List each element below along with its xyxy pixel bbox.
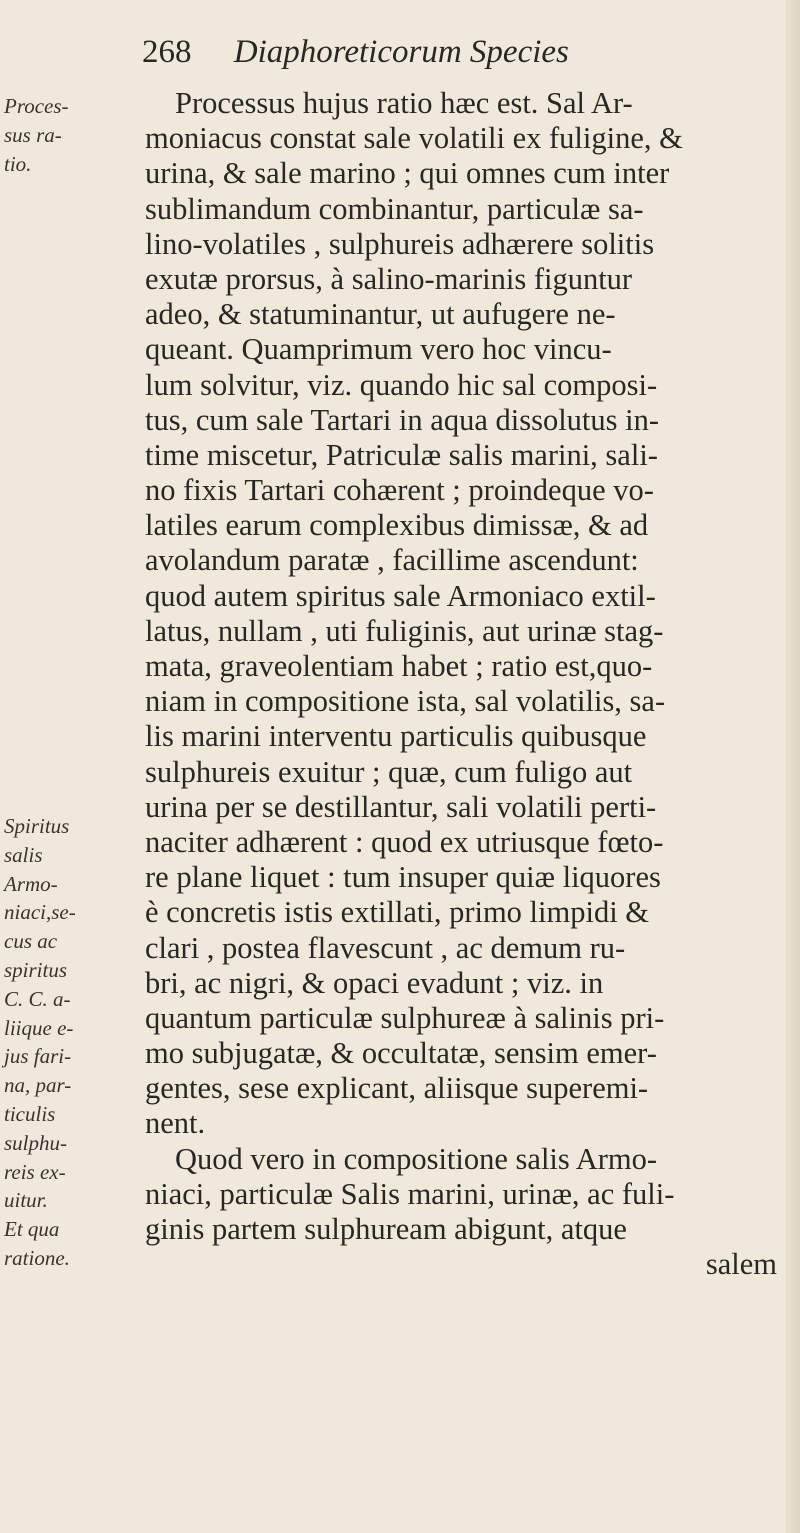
text-line: latus, nullam , uti fuliginis, aut urinæ stag- <box>145 613 664 648</box>
margin-note-line: Proces- <box>4 94 69 118</box>
margin-note-line: sulphu- <box>4 1130 67 1155</box>
margin-note-spiritus <box>4 812 76 1273</box>
margin-note-line: spiritus <box>4 957 68 982</box>
text-line: mata, graveolentiam habet ; ratio est,quo- <box>145 649 653 683</box>
text-line: niam in compositione ista, sal volatilis, sa- <box>145 684 666 719</box>
page-header <box>142 34 569 71</box>
page-number: 268 <box>142 34 192 70</box>
margin-note-line: na, par- <box>4 1073 72 1098</box>
page-gutter <box>786 0 800 1533</box>
text-line: queant. Quamprimum vero hoc vincu- <box>145 332 612 367</box>
margin-note-line: Et qua <box>4 1217 60 1242</box>
margin-note-line: salis <box>4 842 43 867</box>
margin-note-line: cus ac <box>4 929 58 954</box>
text-line: clari , postea flavescunt , ac demum ru- <box>145 930 626 965</box>
text-line: lis marini interventu particulis quibusque <box>145 719 647 754</box>
margin-note-line: C. C. a- <box>4 986 71 1011</box>
text-line: Processus hujus ratio hæc est. Sal Ar- <box>175 86 633 120</box>
margin-note-line: sus ra- <box>4 122 62 147</box>
text-line: sulphureis exuitur ; quæ, cum fuligo aut <box>145 754 633 789</box>
margin-note-line: ticulis <box>4 1101 56 1126</box>
margin-note-line: tio. <box>4 151 32 176</box>
text-line: latiles earum complexibus dimissæ, & ad <box>145 508 649 543</box>
margin-note-line: Armo- <box>4 871 58 896</box>
text-line: moniacus constat sale volatili ex fuligine, & <box>145 121 683 156</box>
text-line: sublimandum combinantur, particulæ sa- <box>145 191 644 226</box>
text-line: naciter adhærent : quod ex utriusque fœto- <box>145 824 664 859</box>
margin-note-processus <box>4 92 69 178</box>
margin-note-line: ratione. <box>4 1245 70 1270</box>
margin-note-line: Spiritus <box>4 814 70 838</box>
text-line: mo subjugatæ, & occultatæ, sensim emer- <box>145 1036 657 1071</box>
text-line: time miscetur, Patriculæ salis marini, sali- <box>145 437 658 472</box>
text-line: exutæ prorsus, à salino-marinis figuntur <box>145 261 633 296</box>
margin-note-line: uitur. <box>4 1188 48 1213</box>
text-line: urina per se destillantur, sali volatili perti- <box>145 789 657 824</box>
text-line: gentes, sese explicant, aliisque superemi- <box>145 1071 649 1106</box>
text-line: tus, cum sale Tartari in aqua dissolutus in- <box>145 402 660 437</box>
text-line: no fixis Tartari cohærent ; proindeque vo- <box>145 473 654 508</box>
text-line: adeo, & statuminantur, ut aufugere ne- <box>145 297 616 332</box>
text-line: è concretis istis extillati, primo limpidi & <box>145 895 650 930</box>
text-line: quantum particulæ sulphureæ à salinis pri- <box>145 1000 665 1035</box>
text-line: niaci, particulæ Salis marini, urinæ, ac fuli- <box>145 1176 675 1211</box>
margin-note-line: niaci,se- <box>4 900 76 925</box>
running-title: Diaphoreticorum Species <box>233 34 569 70</box>
text-line: re plane liquet : tum insuper quiæ liquores <box>145 860 661 895</box>
text-line: nent. <box>145 1106 206 1141</box>
text-line: lum solvitur, viz. quando hic sal composi- <box>145 367 658 402</box>
margin-note-line: jus fari- <box>4 1044 72 1069</box>
text-line: quod autem spiritus sale Armoniaco extil- <box>145 578 656 613</box>
text-line: Quod vero in compositione salis Armo- <box>175 1141 658 1176</box>
text-line: urina, & sale marino ; qui omnes cum inter <box>145 156 670 191</box>
margin-note-line: liique e- <box>4 1015 74 1040</box>
text-line: lino-volatiles , sulphureis adhærere solitis <box>145 226 655 261</box>
body-text <box>145 86 785 1282</box>
text-line: bri, ac nigri, & opaci evadunt ; viz. in <box>145 965 604 1000</box>
catchword: salem <box>705 1247 777 1282</box>
text-line: avolandum paratæ , facillime ascendunt: <box>145 543 639 578</box>
text-line: ginis partem sulphuream abigunt, atque <box>145 1212 627 1246</box>
margin-note-line: reis ex- <box>4 1159 66 1184</box>
